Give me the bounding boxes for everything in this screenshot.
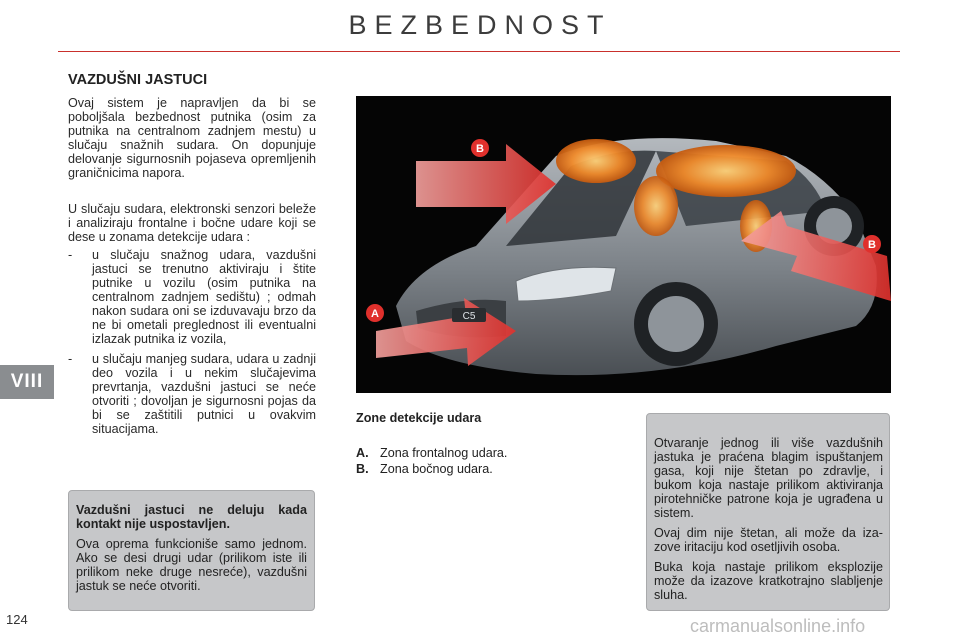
marker-b-top <box>471 139 489 157</box>
watermark-text: carmanualsonline.info <box>690 616 866 636</box>
zone-item-a <box>356 446 507 460</box>
svg-text:A: A <box>371 308 379 320</box>
title-divider <box>58 51 900 52</box>
note-paragraph: Buka koja nastaje prilikom eksplozije može da izazove kratkotrajno slabljenje sluha. <box>654 560 883 602</box>
note-title: Vazdušni jastuci ne deluju kada kontakt nije uspostavljen. <box>76 503 307 531</box>
note-paragraph: Otvaranje jednog ili više vazdušnih jastuka je praćena blagim ispuštanjem gasa, koji nije štetan po zdravlje, i bukom koja nastaje prilikom aktiviranja pirotehničke patrone koja je ugrađena u sistem. <box>654 436 883 520</box>
intro-paragraph: Ovaj sistem je napravljen da bi se poboljšala bezbednost putnika (osim za putnika na centralnom zadnjem mestu) u slučaju snažnih sudara. On dopunjuje delovanje sigurnosnih pojaseva opremljenih graničnicima napora. <box>68 96 316 180</box>
detection-list <box>68 248 316 436</box>
airbag-illustration <box>356 96 891 393</box>
zone-letter: A. <box>356 446 369 460</box>
list-item: - u slučaju manjeg sudara, udara u zadnji deo vozila i u nekim slučajevima prevrtanja, vazdušni jastuci se neće otvoriti ; dovoljan je sigurnosni pojas da bi se zaštitili putnici u ovakvim situacijama. <box>68 352 316 436</box>
svg-text:B: B <box>476 143 484 155</box>
page-number: 124 <box>6 612 28 627</box>
marker-a <box>366 304 384 322</box>
note-box-right <box>646 413 890 611</box>
side-airbag-icon <box>634 176 678 236</box>
zone-text: Zona bočnog udara. <box>380 462 493 476</box>
badge-text: C5 <box>462 311 476 322</box>
section-heading: VAZDUŠNI JASTUCI <box>68 72 208 88</box>
detection-paragraph: U slučaju sudara, elektronski senzori beleže i analiziraju frontalne i bočne udare koji se dese u zonama detekcije udara : <box>68 202 316 244</box>
curtain-airbag-icon <box>656 145 796 197</box>
zone-letter: B. <box>356 462 369 476</box>
zone-item-b <box>356 462 493 476</box>
note-paragraph: Ovaj dim nije štetan, ali može da iza-zove iritaciju kod osetljivih osoba. <box>654 526 883 554</box>
chapter-tab: VIII <box>0 365 54 399</box>
front-airbag-icon <box>556 139 636 183</box>
left-column <box>68 96 316 442</box>
marker-b-right <box>863 235 881 253</box>
zones-title: Zone detekcije udara <box>356 411 482 425</box>
note-body: Ova oprema funkcioniše samo jednom. Ako se desi drugi udar (prilikom iste ili prilikom neke druge nesreće), vazdušni jastuk se neće otvoriti. <box>76 537 307 593</box>
svg-text:B: B <box>868 239 876 251</box>
zone-text: Zona frontalnog udara. <box>380 446 508 460</box>
page-title: BEZBEDNOST <box>348 10 612 40</box>
note-box-left <box>68 490 315 611</box>
list-item: - u slučaju snažnog udara, vazdušni jastuci se trenutno aktiviraju i štite putnike u vozilu (osim putnika na centralnom zadnjem sedištu) ; odmah nakon sudara oni se izduvavaju brzo da ne bi ometali preglednost ili eventualni izlazak putnika iz vozila, <box>68 248 316 346</box>
